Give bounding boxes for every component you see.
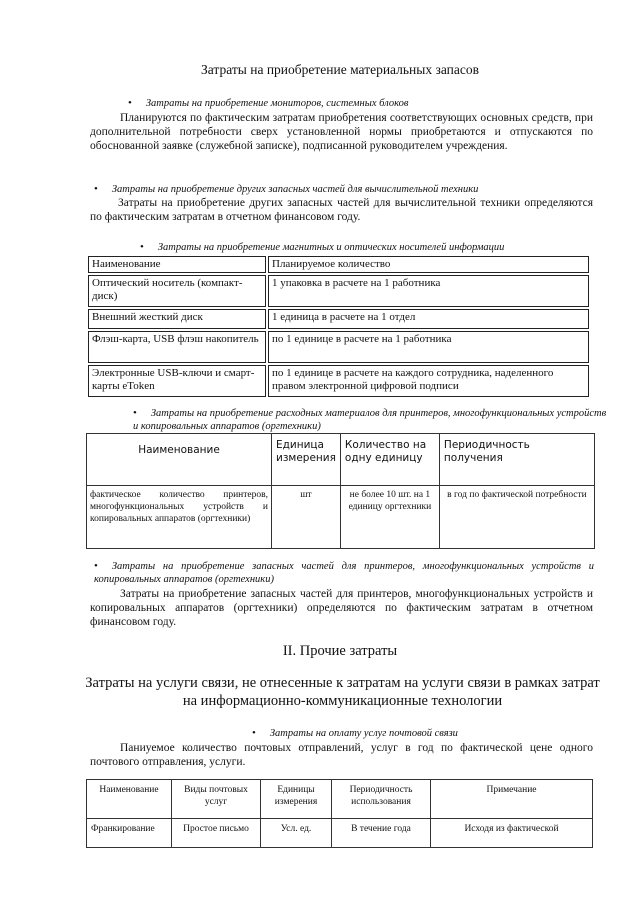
consumables-table bbox=[86, 433, 595, 549]
table-header-cell: Единицы измерения bbox=[261, 780, 332, 819]
table-cell: Франкирование bbox=[87, 819, 172, 848]
table-header-cell: Наименование bbox=[87, 434, 272, 486]
table-row bbox=[88, 365, 589, 397]
bullet-item bbox=[94, 560, 594, 586]
table-header-row bbox=[87, 780, 593, 819]
table-header-cell: Планируемое количество bbox=[268, 256, 589, 273]
table-cell: Оптический носитель (компакт-диск) bbox=[88, 275, 266, 307]
bullet-icon: • bbox=[94, 183, 98, 195]
table-cell: по 1 единице в расчете на 1 работника bbox=[268, 331, 589, 363]
bullet-icon: • bbox=[94, 560, 98, 572]
media-table bbox=[86, 254, 591, 399]
table-header-cell: Наименование bbox=[87, 780, 172, 819]
table-row bbox=[87, 486, 595, 549]
paragraph: Паниуемое количество почтовых отправлений, услуг в год по фактической цене одного почтового отправления, услуги. bbox=[90, 742, 593, 768]
bullet-item bbox=[140, 241, 590, 253]
table-cell: В течение года bbox=[332, 819, 431, 848]
table-cell: Флэш-карта, USB флэш накопитель bbox=[88, 331, 266, 363]
table-header-cell: Наименование bbox=[88, 256, 266, 273]
bullet-text: Затраты на приобретение других запасных частей для вычислительной техники bbox=[111, 184, 479, 195]
table-cell: 1 единица в расчете на 1 отдел bbox=[268, 309, 589, 329]
table-cell: Простое письмо bbox=[172, 819, 261, 848]
table-cell: шт bbox=[272, 486, 341, 549]
bullet-item bbox=[252, 727, 552, 739]
table-row bbox=[88, 309, 589, 329]
table-cell: фактическое количество принтеров, многофункциональных устройств и копировальных аппаратов (оргтехники) bbox=[87, 486, 272, 549]
table-header-cell: Периодичность получения bbox=[439, 434, 594, 486]
table-cell: Электронные USB-ключи и смарт-карты eToken bbox=[88, 365, 266, 397]
section-subtitle: Затраты на услуги связи, не отнесенные к затратам на услуги связи в рамках затрат на информационно-коммуникационные технологии bbox=[85, 675, 600, 709]
bullet-item bbox=[128, 97, 588, 109]
bullet-text: Затраты на приобретение запасных частей для принтеров, многофункциональных устройств и копировальных аппаратов (оргтехники) bbox=[94, 561, 594, 585]
section-title: II. Прочие затраты bbox=[282, 643, 398, 659]
table-cell: Внешний жесткий диск bbox=[88, 309, 266, 329]
bullet-text: Затраты на приобретение мониторов, системных блоков bbox=[145, 98, 409, 109]
table-cell: 1 упаковка в расчете на 1 работника bbox=[268, 275, 589, 307]
bullet-text: Затраты на оплату услуг почтовой связи bbox=[269, 728, 458, 739]
bullet-text: Затраты на приобретение магнитных и оптических носителей информации bbox=[157, 242, 505, 253]
bullet-item bbox=[133, 407, 611, 433]
table-header-cell: Периодичность использования bbox=[332, 780, 431, 819]
table-row bbox=[88, 275, 589, 307]
table-cell: Исходя из фактической bbox=[431, 819, 593, 848]
bullet-icon: • bbox=[252, 727, 256, 739]
bullet-icon: • bbox=[140, 241, 144, 253]
table-header-cell: Виды почтовых услуг bbox=[172, 780, 261, 819]
table-header-row bbox=[87, 434, 595, 486]
table-header-cell: Количество на одну единицу bbox=[340, 434, 439, 486]
paragraph: Планируются по фактическим затратам приобретения соответствующих основных средств, при дополнительной потребности сверх установленной нормы приобретаются и отпускаются по обоснованной заявке (служебной записке), подписанной руководителем учреждения. bbox=[90, 112, 593, 152]
table-cell: Усл. ед. bbox=[261, 819, 332, 848]
table-row bbox=[87, 819, 593, 848]
bullet-icon: • bbox=[133, 407, 137, 419]
table-cell: по 1 единице в расчете на каждого сотрудника, наделенного правом электронной цифровой подписи bbox=[268, 365, 589, 397]
section-title: Затраты на приобретение материальных запасов bbox=[201, 62, 479, 77]
bullet-icon: • bbox=[128, 97, 132, 109]
postal-table bbox=[86, 779, 593, 848]
table-header-cell: Единица измерения bbox=[272, 434, 341, 486]
bullet-item bbox=[94, 183, 594, 195]
table-header-cell: Примечание bbox=[431, 780, 593, 819]
table-header-row bbox=[88, 256, 589, 273]
paragraph: Затраты на приобретение других запасных частей для вычислительной техники определяются по фактическим затратам в отчетном финансовом году. bbox=[90, 197, 593, 223]
table-row bbox=[88, 331, 589, 363]
bullet-text: Затраты на приобретение расходных материалов для принтеров, многофункциональных устройств и копировальных аппаратов (оргтехники) bbox=[133, 408, 607, 432]
table-cell: в год по фактической потребности bbox=[439, 486, 594, 549]
table-cell: не более 10 шт. на 1 единицу оргтехники bbox=[340, 486, 439, 549]
paragraph: Затраты на приобретение запасных частей для принтеров, многофункциональных устройств и копировальных аппаратов (оргтехники) определяются по фактическим затратам в отчетном финансовом году. bbox=[90, 588, 593, 628]
